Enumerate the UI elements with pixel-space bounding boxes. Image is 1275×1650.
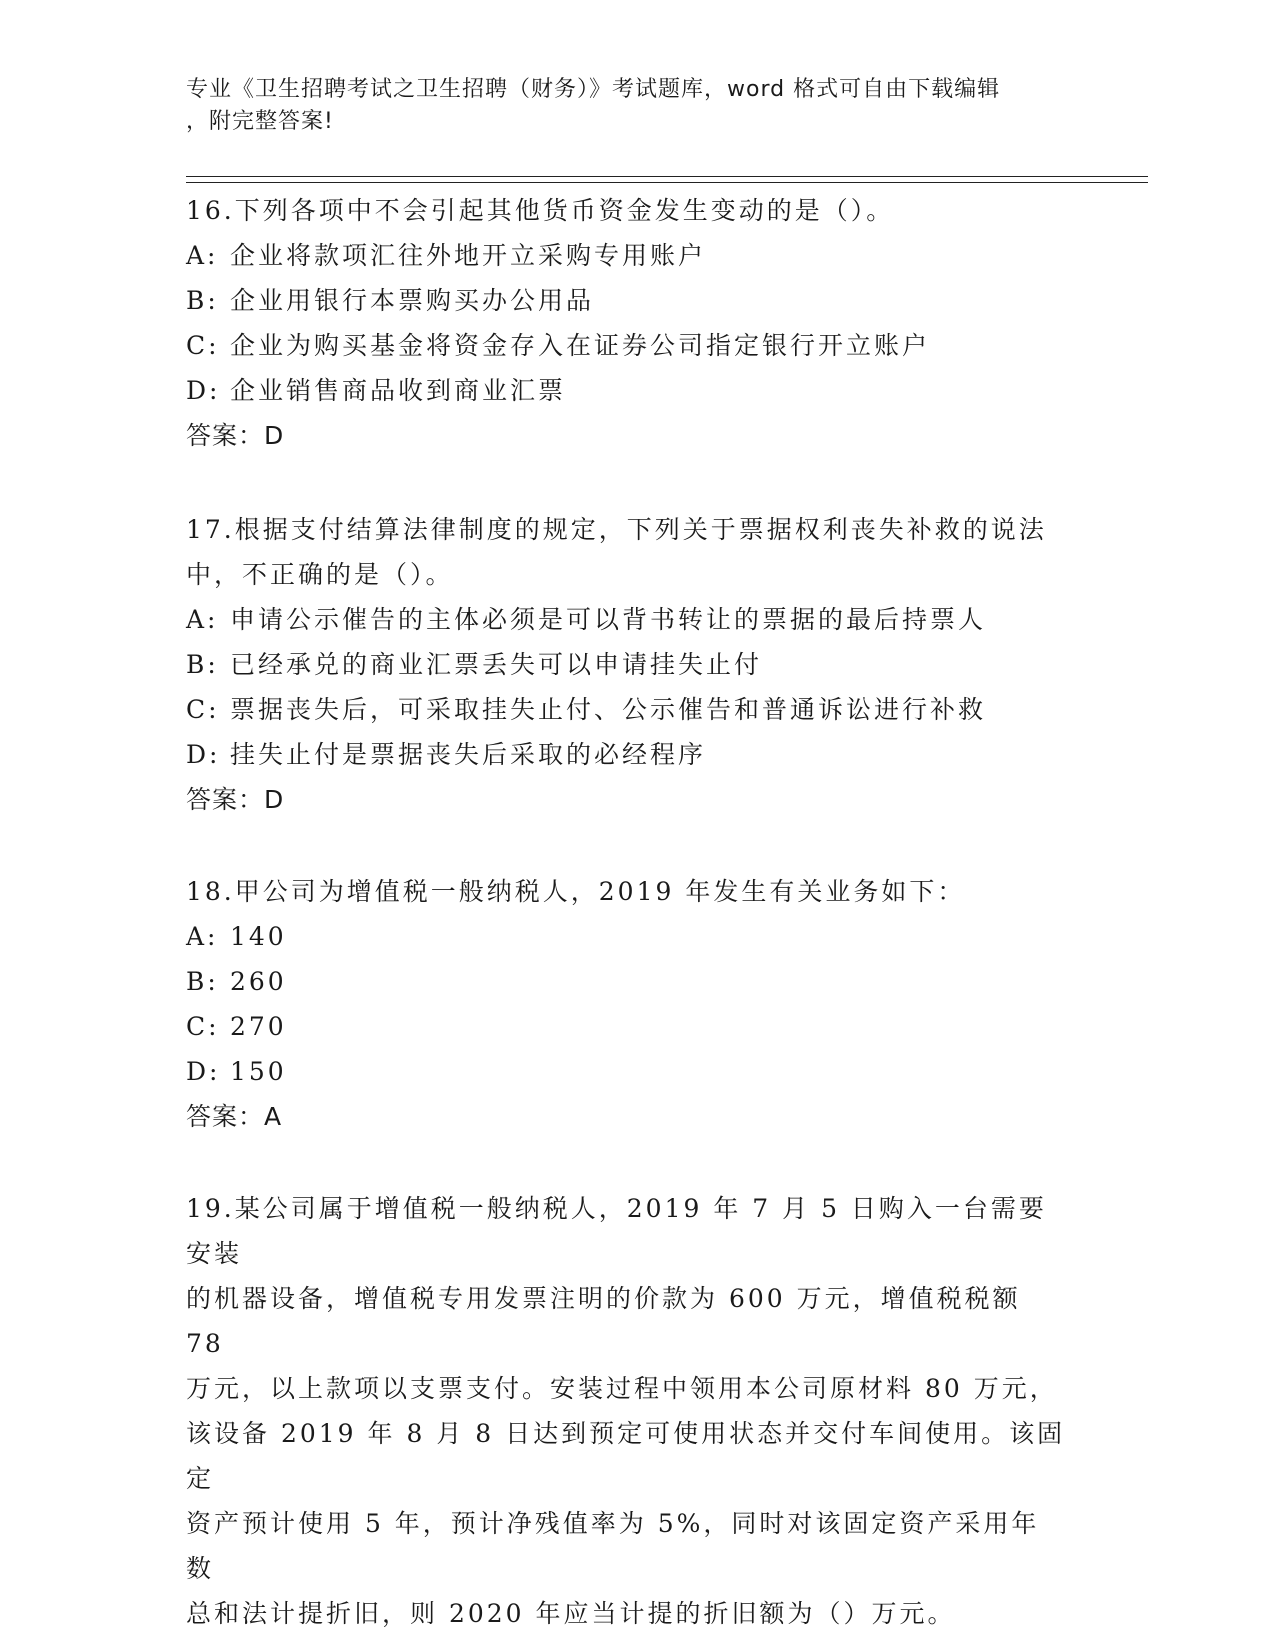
- option-label: D:: [186, 376, 221, 405]
- option-text: 票据丧失后，可采取挂失止付、公示催告和普通诉讼进行补救: [230, 695, 987, 724]
- option-text: 企业为购买基金将资金存入在证券公司指定银行开立账户: [230, 331, 931, 360]
- option-text: 140: [230, 922, 287, 951]
- option-label: D:: [186, 740, 221, 769]
- option-text: 企业将款项汇往外地开立采购专用账户: [230, 241, 707, 270]
- option-text: 150: [230, 1057, 287, 1086]
- header-line-1: 专业《卫生招聘考试之卫生招聘（财务）》考试题库，word 格式可自由下载编辑: [186, 77, 1001, 102]
- option-text: 挂失止付是票据丧失后采取的必经程序: [230, 740, 707, 769]
- option-label: C:: [186, 331, 220, 360]
- option-text: 申请公示催告的主体必须是可以背书转让的票据的最后持票人: [230, 605, 987, 634]
- answer-line: 答案：A: [186, 1102, 283, 1131]
- option-c: [186, 323, 1086, 368]
- question-16: [186, 188, 1086, 458]
- option-text: 260: [230, 967, 287, 996]
- option-b: [186, 959, 1086, 1004]
- option-a: [186, 914, 1086, 959]
- question-18: [186, 869, 1086, 1139]
- header-line-2: ，附完整答案!: [186, 109, 334, 134]
- option-d: [186, 732, 1086, 777]
- question-text-line-1: 19.某公司属于增值税一般纳税人，2019 年 7 月 5 日购入一台需要安装: [186, 1194, 1047, 1268]
- option-d: [186, 1049, 1086, 1094]
- option-b: [186, 642, 1086, 687]
- option-label: B:: [186, 967, 219, 996]
- question-text: 18.甲公司为增值税一般纳税人，2019 年发生有关业务如下：: [186, 877, 966, 906]
- document-header: [186, 74, 1066, 138]
- question-text-line-4: 该设备 2019 年 8 月 8 日达到预定可使用状态并交付车间使用。该固定: [186, 1419, 1066, 1493]
- answer-line: 答案：D: [186, 785, 285, 814]
- option-c: [186, 687, 1086, 732]
- question-text: 16.下列各项中不会引起其他货币资金发生变动的是（）。: [186, 196, 895, 225]
- option-label: C:: [186, 695, 220, 724]
- answer-line: 答案：D: [186, 421, 285, 450]
- question-text-line-2: 的机器设备，增值税专用发票注明的价款为 600 万元，增值税税额 78: [186, 1284, 1021, 1358]
- header-divider-bottom: [186, 182, 1148, 183]
- question-text-line-1: 17.根据支付结算法律制度的规定，下列关于票据权利丧失补救的说法: [186, 515, 1047, 544]
- option-label: A:: [186, 241, 219, 270]
- option-text: 企业销售商品收到商业汇票: [230, 376, 567, 405]
- option-b: [186, 278, 1086, 323]
- option-label: A:: [186, 605, 219, 634]
- option-label: D:: [186, 1057, 221, 1086]
- option-c: [186, 1004, 1086, 1049]
- question-text-line-2: 中，不正确的是（）。: [186, 560, 454, 589]
- option-text: 已经承兑的商业汇票丢失可以申请挂失止付: [230, 650, 763, 679]
- question-19: [186, 1186, 1066, 1636]
- option-text: 270: [230, 1012, 287, 1041]
- option-a: [186, 233, 1086, 278]
- option-label: C:: [186, 1012, 220, 1041]
- question-text-line-3: 万元，以上款项以支票支付。安装过程中领用本公司原材料 80 万元，: [186, 1374, 1058, 1403]
- question-text-line-6: 总和法计提折旧，则 2020 年应当计提的折旧额为（）万元。: [186, 1599, 956, 1628]
- option-a: [186, 597, 1086, 642]
- question-text-line-5: 资产预计使用 5 年，预计净残值率为 5%，同时对该固定资产采用年数: [186, 1509, 1040, 1583]
- header-divider-top: [186, 176, 1148, 177]
- option-text: 企业用银行本票购买办公用品: [230, 286, 595, 315]
- option-label: B:: [186, 286, 219, 315]
- question-17: [186, 507, 1086, 822]
- option-label: B:: [186, 650, 219, 679]
- option-label: A:: [186, 922, 219, 951]
- option-d: [186, 368, 1086, 413]
